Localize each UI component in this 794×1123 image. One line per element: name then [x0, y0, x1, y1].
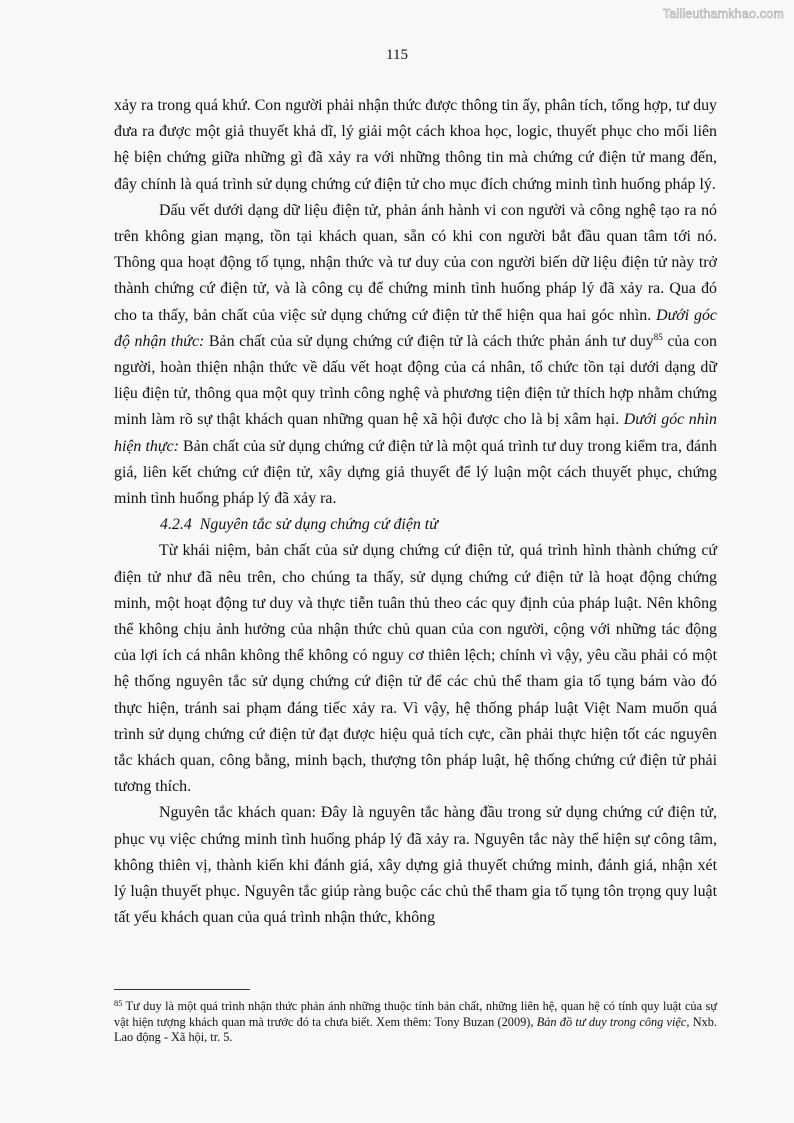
section-heading	[114, 512, 717, 538]
paragraph-2	[114, 198, 717, 512]
paragraph-2-text-2: Bản chất của sử dụng chứng cứ điện tử là cách thức phản ánh tư duy	[204, 332, 654, 350]
paragraph-2-text-3: của con người, hoàn thiện nhận thức về dấu vết hoạt động của cá nhân, tổ chức tồn tại dưới dạng dữ liệu điện tử, thông qua một quy trình công nghệ và phương tiện điện tử thích hợp nhằm chứng minh làm rõ sự thật khách quan những quan hệ xã hội được cho là bị xâm hại.	[114, 332, 717, 429]
footnote-book-title: Bản đồ tư duy trong công việc	[536, 1014, 687, 1029]
section-title: Nguyên tắc sử dụng chứng cứ điện tử	[199, 516, 438, 534]
section-number: 4.2.4	[160, 516, 192, 534]
footnote-text-2: , Nxb. Lao động - Xã hội, tr. 5.	[114, 1014, 717, 1045]
italic-phrase-cognitive: Dưới góc độ nhận thức:	[114, 306, 717, 350]
footnote-text-1: Tư duy là một quá trình nhận thức phản ánh những thuộc tính bản chất, những liên hệ, quan hệ có tính quy luật của sự vật hiện tượng khách quan mà trước đó ta chưa biết. Xem thêm: Tony Buzan (2009),	[114, 999, 717, 1029]
page-number: 115	[386, 47, 408, 63]
footnote-reference[interactable]: 85	[653, 331, 663, 342]
footnote-divider	[114, 989, 250, 990]
footnote	[114, 999, 717, 1046]
paragraph-3: Từ khái niệm, bản chất của sử dụng chứng cứ điện tử, quá trình hình thành chứng cứ điện tử như đã nêu trên, cho chúng ta thấy, sử dụng chứng cứ điện tử là hoạt động chứng minh, một hoạt động tư duy và thực tiễn tuân thủ theo các quy định của pháp luật. Nên không thể không chịu ảnh hưởng của nhận thức chủ quan của con người, cộng với những tác động của lợi ích cá nhân không thể không có nguy cơ thiên lệch; chính vì vậy, yêu cầu phải có một hệ thống nguyên tắc sử dụng chứng cứ điện tử để các chủ thể tham gia tố tụng bám vào đó thực hiện, tránh sai phạm đáng tiếc xảy ra. Vì vậy, hệ thống pháp luật Việt Nam muốn quá trình sử dụng chứng cứ điện tử đạt được hiệu quả tích cực, cần phải thực hiện tốt các nguyên tắc khách quan, công bằng, minh bạch, thượng tôn pháp luật, hệ thống chứng cứ điện tử phải tương thích.	[114, 542, 717, 796]
footnote-number: 85	[114, 998, 123, 1008]
document-body	[114, 93, 717, 932]
paragraph-4: Nguyên tắc khách quan: Đây là nguyên tắc hàng đầu trong sử dụng chứng cứ điện tử, phục vụ việc chứng minh tình huống pháp lý đã xảy ra. Nguyên tắc này thể hiện sự công tâm, không thiên vị, thành kiến khi đánh giá, xây dựng giả thuyết chứng minh, đánh giá, nhận xét lý luận thuyết phục. Nguyên tắc giúp ràng buộc các chủ thể tham gia tố tụng tôn trọng quy luật tất yếu khách quan của quá trình nhận thức, không	[114, 804, 717, 927]
italic-phrase-reality: Dưới góc nhìn hiện thực:	[114, 411, 717, 455]
paragraph-2-text-4: Bản chất của sử dụng chứng cứ điện tử là một quá trình tư duy trong kiểm tra, đánh giá, liên kết chứng cứ điện tử, xây dựng giả thuyết để lý luận một cách thuyết phục, chứng minh tình huống pháp lý đã xảy ra.	[114, 437, 718, 508]
watermark: Tailieuthamkhao.com	[662, 7, 784, 21]
paragraph-1: xảy ra trong quá khứ. Con người phải nhận thức được thông tin ấy, phân tích, tổng hợp, tư duy đưa ra được một giả thuyết khả dĩ, lý giải một cách khoa học, logic, thuyết phục cho mối liên hệ biện chứng giữa những gì đã xảy ra với những thông tin mà chứng cứ điện tử mang đến, đây chính là quá trình sử dụng chứng cứ điện tử cho mục đích chứng minh tình huống pháp lý.	[114, 97, 717, 193]
paragraph-2-text-1: Dấu vết dưới dạng dữ liệu điện tử, phản ánh hành vi con người và công nghệ tạo ra nó trên không gian mạng, tồn tại khách quan, sẵn có khi con người bắt đầu quan tâm tới nó. Thông qua hoạt động tố tụng, nhận thức và tư duy của con người biến dữ liệu điện tử này trở thành chứng cứ điện tử, và là công cụ để chứng minh tình huống pháp lý đã xảy ra. Qua đó cho ta thấy, bản chất của việc sử dụng chứng cứ điện tử thể hiện qua hai góc nhìn.	[114, 201, 717, 324]
